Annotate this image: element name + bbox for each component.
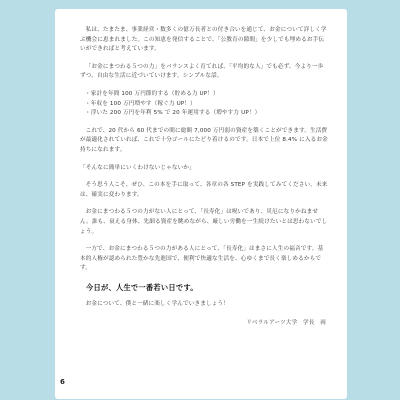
paragraph-five-powers: 「お金にまつわる５つの力」をバランスよく育てれば、「平均的な人」でも必ず、今より一歩ずつ、自由な生活に近づいていけます。シンプルな話。 (80, 63, 324, 80)
author-signature: リベラルアーツ大学 学長 両 (246, 320, 326, 327)
paragraph-longevity-blessing: 一方で、お金にまつわる５つの力がある人にとって、「長寿化」はまさに人生の福音です。基本的人権が認められた豊かな先進国で、便利で快適な生活を、心ゆくまで長く楽しめるからです。 (80, 246, 324, 272)
page-heading: 今日が、人生で一番若い日です。 (86, 282, 198, 292)
page-content (80, 26, 328, 329)
bullet-item-earn: ・年収を 100 万円増やす（稼ぐ力 UP！） (85, 100, 196, 107)
book-page (55, 9, 347, 399)
paragraph-longevity-curse: お金にまつわる５つの力がない人にとって、「長寿化」は呪いであり、災厄になりかねません。誰も、衰える身体、先細る資産を眺めながら、厳しい労働を一生続けたいとは思わないでしょう。 (80, 209, 328, 235)
paragraph-try-it: そう思う人こそ、ぜひ、この本を手に取って、各章の各 STEP を実践してみてください。未来は、確実に変わります。 (80, 182, 328, 198)
paragraph-result: これで、20 代から 60 代までの間に総額 7,000 万円弱の資産を築くことができます。生活費が最適化されていれば、これで十分ゴールにたどり着けるのです。日本で上位 8.4% に入るお金持ちになれます。 (80, 127, 328, 153)
page-number: 6 (60, 378, 65, 386)
bullet-list (80, 90, 328, 119)
paragraph-closing: お金について、僕と一緒に楽しく学んでいきましょう！ (85, 301, 229, 308)
paragraph-quote: 「そんなに簡単にいくわけないじゃないか」 (80, 164, 195, 171)
paragraph-intro: 私は、たまたま、事業経営・数多くの億万長者との付き合いを通じて、お金について詳しく学ぶ機会に恵まれました。この知恵を発信することで、「公教育の隙間」を少しでも埋めるお手伝いができればと考えています。 (80, 27, 327, 53)
bullet-item-grow: ・浮いた 200 万円を年利 5% で 20 年運用する（増やす力 UP！） (85, 110, 261, 117)
bullet-item-save: ・家計を年間 100 万円節約する（貯める力 UP！） (85, 90, 219, 97)
